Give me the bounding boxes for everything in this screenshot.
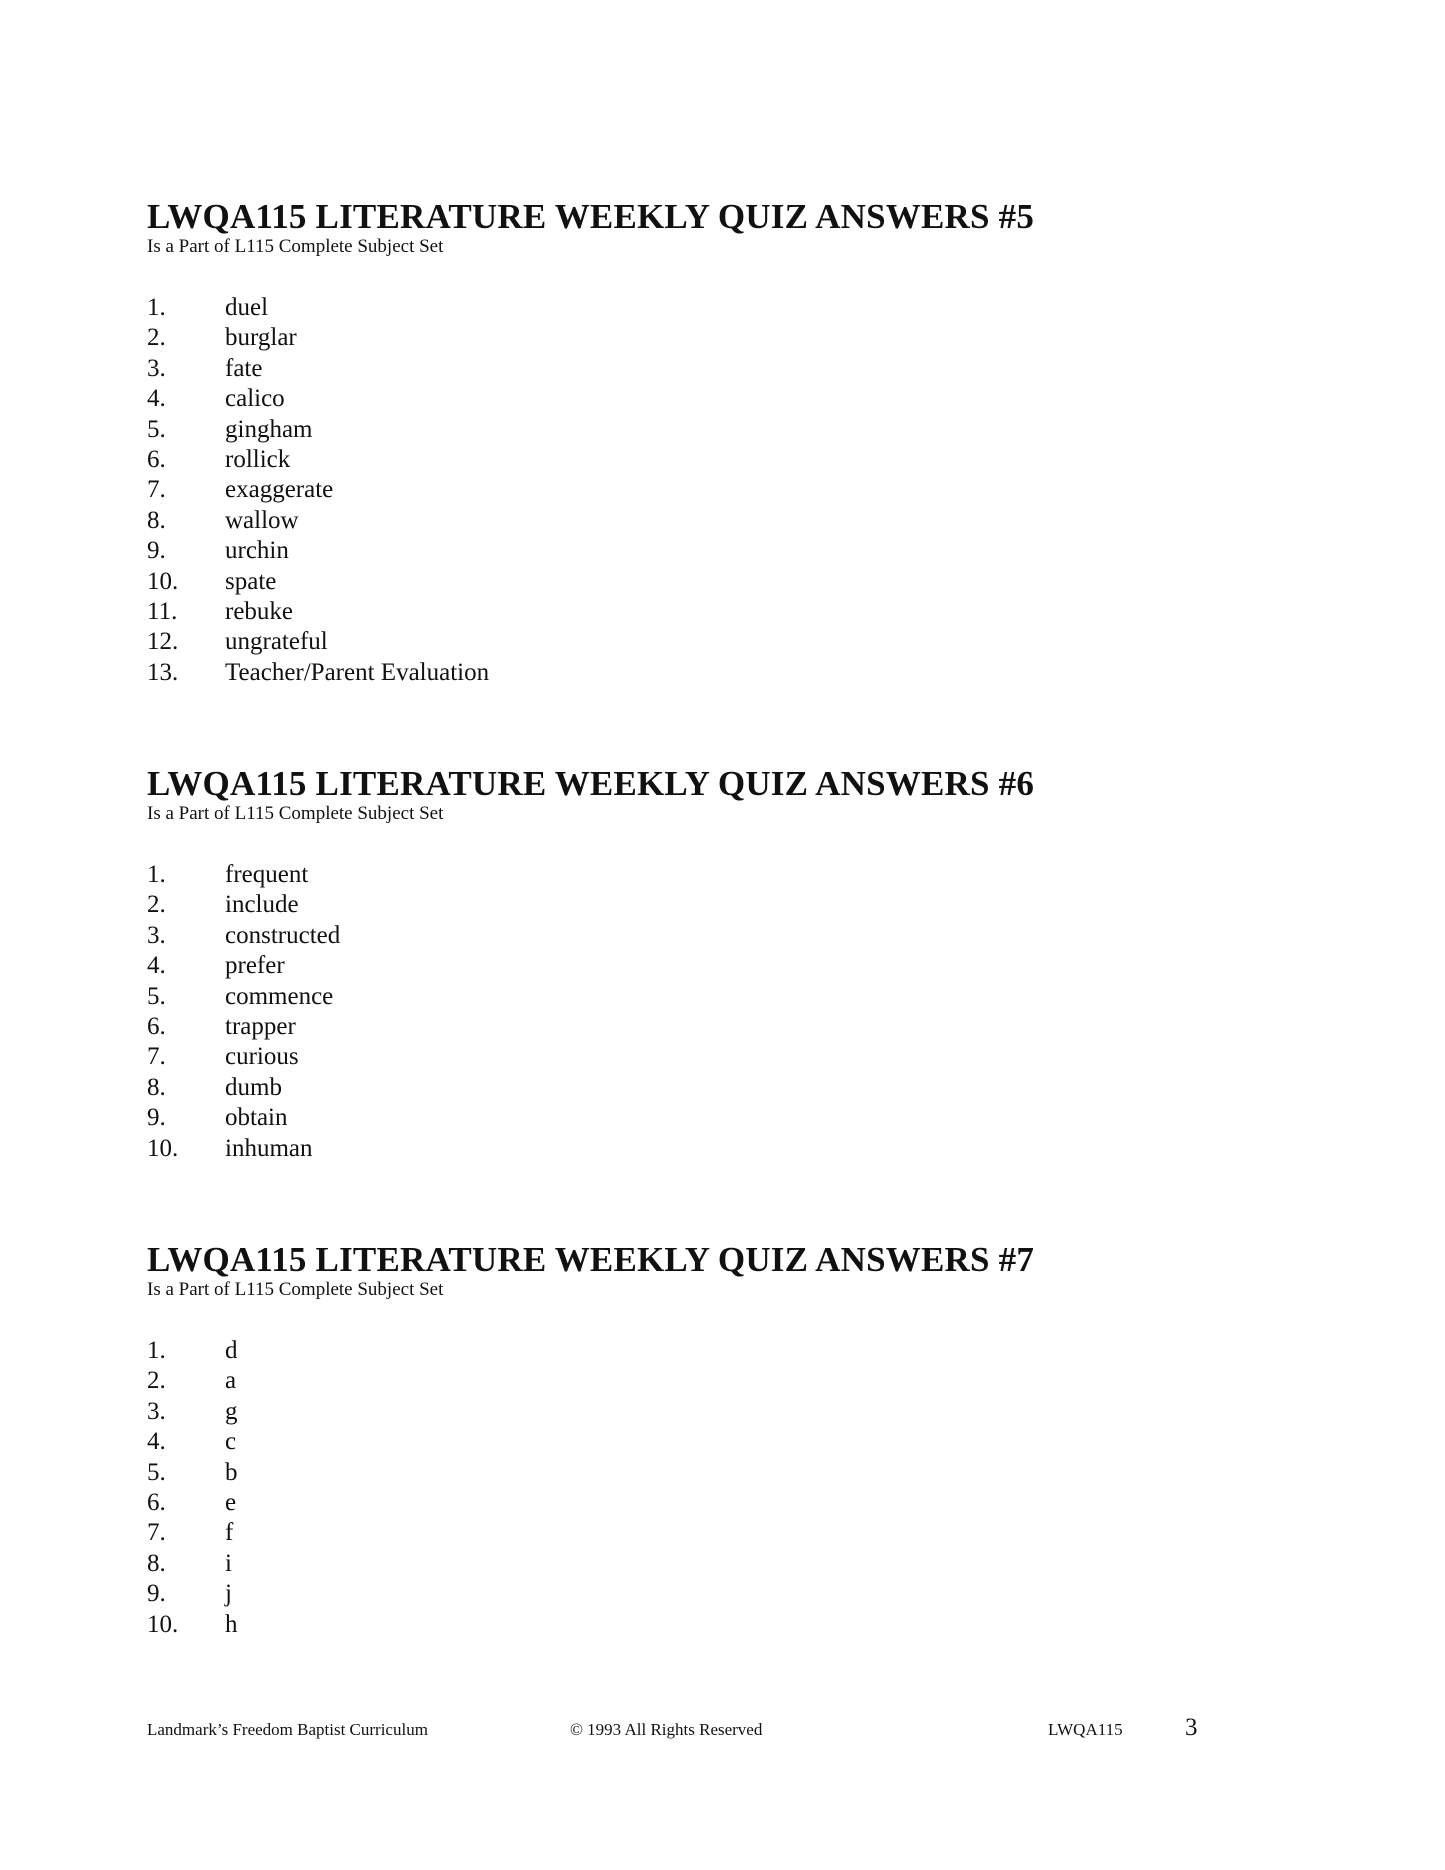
- answer-text: duel: [225, 294, 269, 321]
- answer-row: [147, 567, 489, 597]
- answer-number: 3.: [147, 354, 166, 382]
- answer-text: exaggerate: [225, 476, 334, 504]
- answer-row: [147, 982, 340, 1012]
- section-title: LWQA115 LITERATURE WEEKLY QUIZ ANSWERS #5: [147, 197, 1035, 236]
- footer-copyright: © 1993 All Rights Reserved: [570, 1720, 763, 1739]
- answer-row: [147, 1610, 238, 1640]
- answer-text: obtain: [225, 1104, 288, 1132]
- answer-row: [147, 475, 489, 505]
- answer-row: [147, 597, 489, 627]
- answer-number: 13.: [147, 658, 179, 686]
- answer-number: 1.: [147, 1337, 166, 1364]
- answer-number: 10.: [147, 1610, 179, 1638]
- answer-row: [147, 1397, 238, 1427]
- answer-number: 8.: [147, 506, 166, 534]
- answer-row: [147, 951, 340, 981]
- answer-text: dumb: [225, 1073, 282, 1101]
- answer-text: wallow: [225, 506, 299, 534]
- answer-row: [147, 1458, 238, 1488]
- answer-number: 1.: [147, 861, 166, 888]
- answer-number: 3.: [147, 1397, 166, 1425]
- answer-number: 6.: [147, 445, 166, 473]
- answer-number: 5.: [147, 415, 166, 443]
- answer-list: [147, 293, 489, 688]
- answer-number: 11.: [147, 597, 178, 625]
- answer-row: [147, 890, 340, 920]
- answer-text: j: [225, 1580, 232, 1608]
- answer-row: [147, 627, 489, 657]
- answer-list: [147, 1336, 238, 1640]
- answer-text: calico: [225, 385, 285, 413]
- quiz-section-5: [147, 197, 1147, 686]
- answer-text: b: [225, 1458, 238, 1486]
- answer-number: 8.: [147, 1073, 166, 1101]
- answer-row: [147, 1427, 238, 1457]
- answer-number: 4.: [147, 1428, 166, 1456]
- answer-number: 10.: [147, 1134, 179, 1162]
- quiz-section-7: [147, 1240, 1147, 1638]
- answer-row: [147, 1134, 340, 1164]
- answer-row: [147, 1012, 340, 1042]
- answer-number: 9.: [147, 537, 166, 565]
- answer-row: [147, 1518, 238, 1548]
- answer-number: 3.: [147, 921, 166, 949]
- answer-number: 7.: [147, 476, 166, 504]
- answer-number: 4.: [147, 385, 166, 413]
- answer-text: fate: [225, 354, 263, 382]
- answer-text: c: [225, 1428, 237, 1456]
- answer-text: rebuke: [225, 597, 294, 625]
- answer-list: [147, 860, 340, 1164]
- answer-row: [147, 323, 489, 353]
- answer-number: 1.: [147, 294, 166, 321]
- answer-number: 2.: [147, 324, 166, 352]
- answer-number: 6.: [147, 1488, 166, 1516]
- answer-text: urchin: [225, 537, 289, 565]
- answer-text: d: [225, 1337, 238, 1364]
- answer-number: 8.: [147, 1549, 166, 1577]
- answer-text: Teacher/Parent Evaluation: [225, 658, 490, 686]
- answer-row: [147, 1042, 340, 1072]
- section-title: LWQA115 LITERATURE WEEKLY QUIZ ANSWERS #7: [147, 1240, 1035, 1279]
- answer-row: [147, 1366, 238, 1396]
- section-subtitle: Is a Part of L115 Complete Subject Set: [147, 1279, 444, 1300]
- answer-text: burglar: [225, 324, 297, 352]
- answer-number: 5.: [147, 1458, 166, 1486]
- answer-number: 4.: [147, 952, 166, 980]
- answer-number: 2.: [147, 1367, 166, 1395]
- answer-number: 2.: [147, 891, 166, 919]
- section-title: LWQA115 LITERATURE WEEKLY QUIZ ANSWERS #6: [147, 764, 1035, 803]
- answer-text: ungrateful: [225, 628, 328, 656]
- answer-number: 6.: [147, 1012, 166, 1040]
- answer-text: constructed: [225, 921, 341, 949]
- answer-text: e: [225, 1488, 237, 1516]
- answer-row: [147, 1549, 238, 1579]
- answer-text: f: [225, 1519, 234, 1547]
- answer-number: 12.: [147, 628, 179, 656]
- quiz-section-6: [147, 764, 1147, 1162]
- answer-number: 9.: [147, 1104, 166, 1132]
- answer-text: h: [225, 1610, 238, 1638]
- answer-text: i: [225, 1549, 232, 1577]
- answer-text: trapper: [225, 1012, 296, 1040]
- answer-row: [147, 1103, 340, 1133]
- answer-row: [147, 658, 489, 688]
- answer-row: [147, 354, 489, 384]
- answer-text: commence: [225, 982, 334, 1010]
- answer-row: [147, 1579, 238, 1609]
- answer-row: [147, 1488, 238, 1518]
- footer-code: LWQA115: [1048, 1720, 1123, 1739]
- answer-row: [147, 1336, 238, 1366]
- answer-number: 7.: [147, 1043, 166, 1071]
- section-subtitle: Is a Part of L115 Complete Subject Set: [147, 236, 444, 257]
- section-subtitle: Is a Part of L115 Complete Subject Set: [147, 803, 444, 824]
- answer-text: spate: [225, 567, 277, 595]
- answer-row: [147, 293, 489, 323]
- answer-row: [147, 860, 340, 890]
- answer-row: [147, 536, 489, 566]
- answer-text: include: [225, 891, 299, 919]
- answer-row: [147, 1073, 340, 1103]
- answer-row: [147, 384, 489, 414]
- answer-row: [147, 415, 489, 445]
- answer-text: a: [225, 1367, 237, 1395]
- answer-text: prefer: [225, 952, 285, 980]
- answer-row: [147, 506, 489, 536]
- answer-text: inhuman: [225, 1134, 313, 1162]
- answer-row: [147, 921, 340, 951]
- answer-text: curious: [225, 1043, 299, 1071]
- answer-number: 5.: [147, 982, 166, 1010]
- footer-publisher: Landmark’s Freedom Baptist Curriculum: [147, 1720, 428, 1739]
- page-number: 3: [1185, 1714, 1198, 1741]
- answer-text: rollick: [225, 445, 291, 473]
- answer-number: 10.: [147, 567, 179, 595]
- answer-number: 7.: [147, 1519, 166, 1547]
- answer-text: g: [225, 1397, 238, 1425]
- page-footer: [0, 1714, 1445, 1750]
- answer-text: gingham: [225, 415, 313, 443]
- answer-number: 9.: [147, 1580, 166, 1608]
- answer-row: [147, 445, 489, 475]
- answer-text: frequent: [225, 861, 309, 888]
